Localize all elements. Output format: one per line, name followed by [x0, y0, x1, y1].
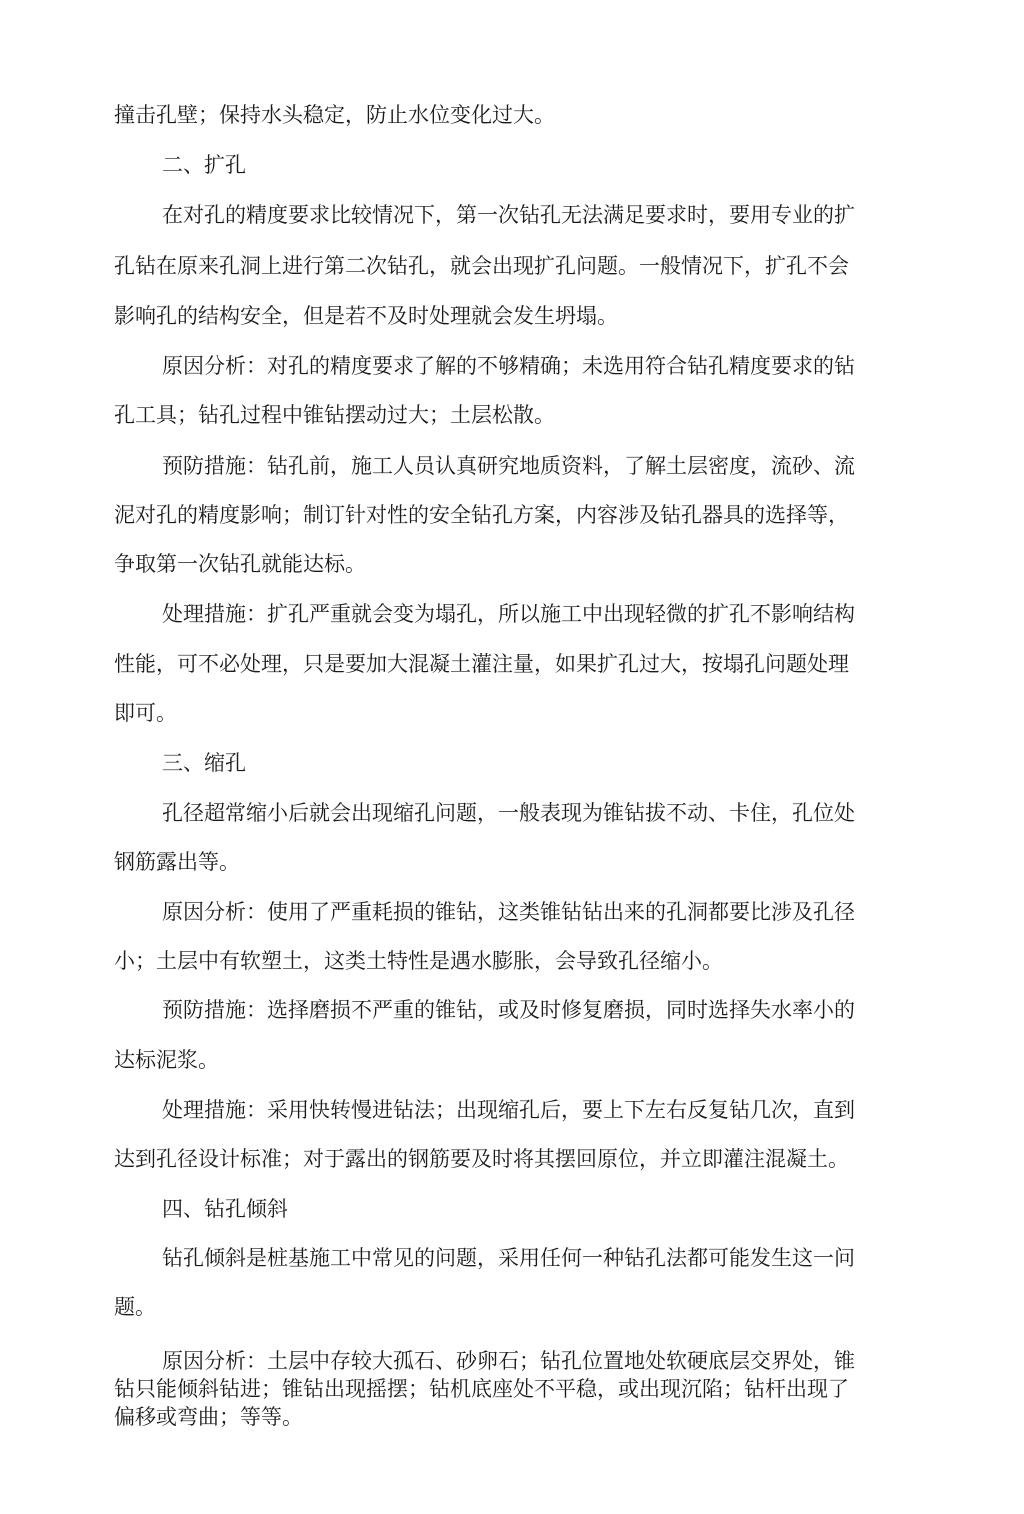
paragraph-line: 影响孔的结构安全，但是若不及时处理就会发生坍塌。 — [114, 304, 618, 328]
paragraph-line: 原因分析：使用了严重耗损的锥钻，这类锥钻钻出来的孔洞都要比涉及孔径 — [162, 900, 855, 924]
paragraph-line: 性能，可不必处理，只是要加大混凝土灌注量，如果扩孔过大，按塌孔问题处理 — [114, 652, 849, 676]
paragraph-line: 处理措施：扩孔严重就会变为塌孔，所以施工中出现轻微的扩孔不影响结构 — [162, 602, 855, 626]
paragraph-line: 达到孔径设计标准；对于露出的钢筋要及时将其摆回原位，并立即灌注混凝土。 — [114, 1147, 849, 1171]
paragraph-line: 预防措施：钻孔前，施工人员认真研究地质资料，了解土层密度，流砂、流 — [162, 454, 855, 478]
paragraph-line: 即可。 — [114, 701, 177, 725]
section-heading: 三、缩孔 — [162, 751, 246, 775]
paragraph-line: 偏移或弯曲；等等。 — [114, 1405, 303, 1429]
paragraph-line: 处理措施：采用快转慢进钻法；出现缩孔后，要上下左右反复钻几次，直到 — [162, 1098, 855, 1122]
paragraph-line: 孔钻在原来孔洞上进行第二次钻孔，就会出现扩孔问题。一般情况下，扩孔不会 — [114, 254, 849, 278]
paragraph-line: 孔径超常缩小后就会出现缩孔问题，一般表现为锥钻拔不动、卡住，孔位处 — [162, 801, 855, 825]
paragraph-line: 钢筋露出等。 — [114, 850, 240, 874]
paragraph-line: 孔工具；钻孔过程中锥钻摆动过大；土层松散。 — [114, 403, 555, 427]
paragraph-line: 撞击孔壁；保持水头稳定，防止水位变化过大。 — [114, 103, 555, 127]
paragraph-line: 钻孔倾斜是桩基施工中常见的问题，采用任何一种钻孔法都可能发生这一问 — [162, 1246, 855, 1270]
paragraph-line: 在对孔的精度要求比较情况下，第一次钻孔无法满足要求时，要用专业的扩 — [162, 203, 855, 227]
section-heading: 二、扩孔 — [162, 153, 246, 177]
paragraph-line: 预防措施：选择磨损不严重的锥钻，或及时修复磨损，同时选择失水率小的 — [162, 998, 855, 1022]
paragraph-line: 原因分析：土层中存较大孤石、砂卵石；钻孔位置地处软硬底层交界处，锥 — [162, 1349, 855, 1373]
paragraph-line: 钻只能倾斜钻进；锥钻出现摇摆；钻机底座处不平稳，或出现沉陷；钻杆出现了 — [114, 1377, 849, 1401]
section-heading: 四、钻孔倾斜 — [162, 1197, 288, 1221]
paragraph-line: 达标泥浆。 — [114, 1048, 219, 1072]
paragraph-line: 原因分析：对孔的精度要求了解的不够精确；未选用符合钻孔精度要求的钻 — [162, 354, 855, 378]
paragraph-line: 题。 — [114, 1295, 156, 1319]
paragraph-line: 争取第一次钻孔就能达标。 — [114, 552, 366, 576]
paragraph-line: 小；土层中有软塑土，这类土特性是遇水膨胀，会导致孔径缩小。 — [114, 949, 723, 973]
paragraph-line: 泥对孔的精度影响；制订针对性的安全钻孔方案，内容涉及钻孔器具的选择等， — [114, 503, 849, 527]
